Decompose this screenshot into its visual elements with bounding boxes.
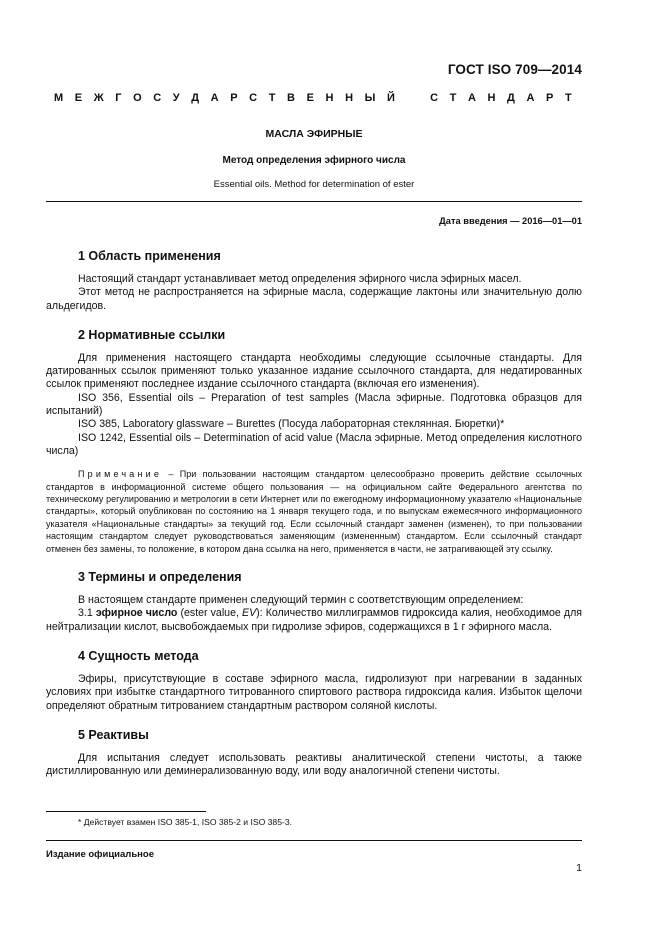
section-terms-definitions [46,570,582,634]
paragraph: Для применения настоящего стандарта необходимы следующие ссылочные стандарты. Для датированных ссылок применяют только указанное издание ссылочного стандарта, для недатированных ссылок применяют последнее издание ссылочного стандарта (включая его изменения). [46,351,582,391]
standard-type-letter: Е [74,92,83,104]
standard-type-letter: С [249,92,258,104]
standard-type-letter: М [54,92,64,104]
note [46,468,582,555]
document-subtitle: Метод определения эфирного числа [222,155,406,166]
paragraph: Этот метод не распространяется на эфирные масла, содержащие лактоны или значительную долю альдегидов. [46,286,582,312]
standard-type-letter: О [133,92,142,104]
paragraph: Настоящий стандарт устанавливает метод определения эфирного числа эфирных масел. [78,273,522,285]
term-english: (ester value, [177,607,242,620]
section-heading: 5 Реактивы [78,727,149,742]
footnote-divider [46,811,206,812]
document-code: ГОСТ ISO 709—2014 [447,62,582,77]
term-number: 3.1 [78,607,96,620]
standard-type-letter: Г [115,92,122,104]
term-abbreviation: EV [242,607,257,620]
section-scope [46,249,582,313]
note-text: – При пользовании настоящим стандартом целесообразно проверить действие ссылочных стандартов в информационной системе общего пользования — на официальном сайте Федерального агентства по техническому регулированию и метрологии в сети Интернет или по ежегодному информационному указателю «Национальные стандарты», который опубликован по состоянию на 1 января текущего года, и по выпускам ежемесячного информационного указателя «Национальные стандарты» за текущий год. Если ссылочный стандарт заменен (изменен), то при пользовании настоящим стандартом следует руководствоваться заменяющим (измененным) стандартом. Если ссылочный стандарт отменен без замены, то положение, в котором дана ссылка на него, применяется в части, не затрагивающей эту ссылку. [46,469,582,554]
standard-type-letter: С [430,92,439,104]
page-number: 1 [576,862,582,874]
title-divider [46,201,582,202]
note-label: Примечание [78,469,163,480]
standard-type-letter: Т [268,92,276,104]
standard-type-heading [54,92,572,104]
standard-type-letter: В [287,92,295,104]
footer-divider [46,840,582,841]
section-heading: 2 Нормативные ссылки [78,327,226,342]
standard-type-letter: А [526,92,535,104]
document-title: МАСЛА ЭФИРНЫЕ [265,128,363,140]
section-normative-references [46,328,582,555]
section-method-principle [46,649,582,713]
standard-type-letter: С [153,92,162,104]
term-definition-text: ): Количество миллиграммов гидроксида калия, необходимое для нейтрализации кислот, высвобождаемых при гидролизе эфиров, содержащихся в 1 г эфирного масла. [46,607,582,633]
reference-item: ISO 356, Essential oils – Preparation of test samples (Масла эфирные. Подготовка образцов для испытаний) [46,391,582,418]
standard-type-letter: Д [191,92,200,104]
section-reagents [46,728,582,779]
paragraph: Для испытания следует использовать реактивы аналитической степени чистоты, а также дистиллированную или деминерализованную воду, или воду аналогичной степени чистоты. [46,751,582,778]
standard-type-letter: Т [449,92,457,104]
paragraph: Эфиры, присутствующие в составе эфирного масла, гидролизуют при нагревании в заданных условиях при избытке стандартного титрованного спиртового раствора гидроксида калия. Избыток щелочи определяют обратным титрованием стандартным раствором соляной кислоты. [46,673,582,712]
term-definition [46,607,582,634]
standard-type-letter: Н [345,92,354,104]
document-body [46,249,582,793]
reference-item: ISO 385, Laboratory glassware – Burettes (Посуда лабораторная стеклянная. Бюретки)* [78,418,505,431]
standard-type-space [406,92,418,104]
official-edition-label: Издание официальное [46,849,154,860]
section-heading: 3 Термины и определения [78,570,242,585]
reference-item: ISO 1242, Essential oils – Determination of acid value (Масла эфирные. Метод определения кислотного числа) [46,431,582,457]
footnote: * Действует взамен ISO 385-1, ISO 385-2 и ISO 385-3. [78,817,293,827]
term-name: эфирное число [95,607,178,620]
standard-type-letter: Ж [93,92,104,104]
standard-type-letter: Т [564,92,572,104]
standard-type-letter: Н [325,92,334,104]
standard-type-letter: А [210,92,219,104]
standard-type-letter: Д [507,92,515,104]
standard-type-letter: Н [487,92,496,104]
standard-type-letter: Ы [364,92,376,104]
standard-type-letter: Й [386,92,395,104]
introduction-date: Дата введения — 2016—01—01 [439,216,582,226]
section-heading: 4 Сущность метода [78,649,199,663]
standard-type-letter: Р [546,92,554,104]
standard-type-letter: А [467,92,476,104]
paragraph: В настоящем стандарте применен следующий термин с соответствующим определением: [78,594,524,607]
standard-type-letter: Е [306,92,314,104]
standard-type-letter: Р [230,92,238,104]
standard-type-letter: У [172,92,180,104]
section-heading: 1 Область применения [78,249,221,263]
document-title-english: Essential oils. Method for determination of ester [213,179,415,190]
